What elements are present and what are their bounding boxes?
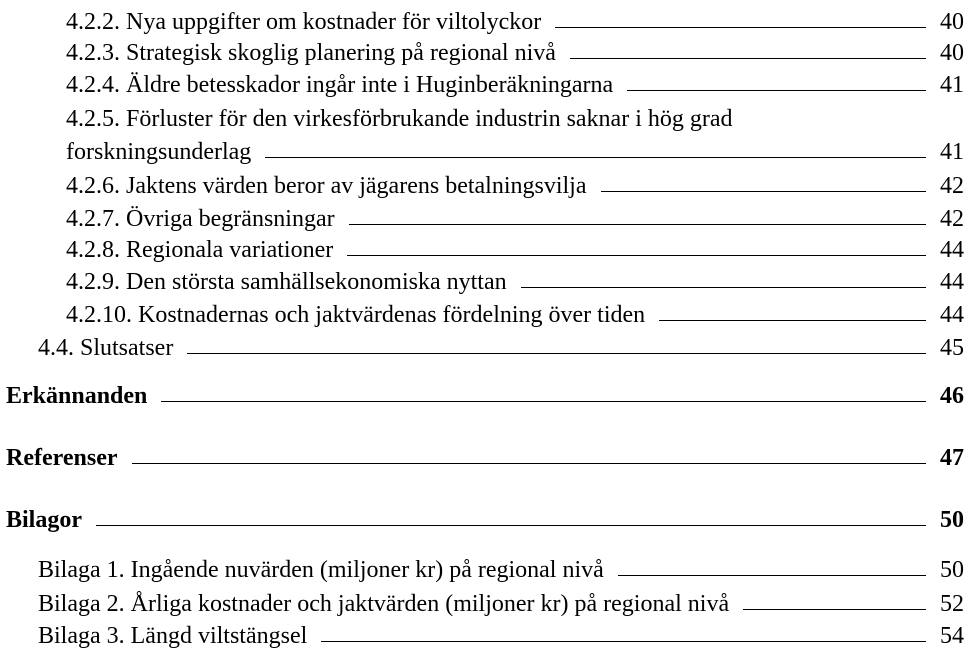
toc-entry-bilaga-2[interactable] — [38, 582, 964, 616]
toc-entry-bilagor[interactable] — [6, 498, 964, 532]
toc-entry-title: Referenser — [6, 445, 118, 471]
toc-entry-title: 4.2.9. Den största samhällsekonomiska nyttan — [66, 269, 507, 295]
dot-leader — [161, 401, 926, 402]
toc-page-number: 41 — [940, 139, 964, 165]
toc-entry-4-4[interactable] — [38, 326, 964, 360]
dot-leader — [555, 27, 926, 28]
toc-entry-erkannanden[interactable] — [6, 374, 964, 408]
toc-entry-title: 4.2.6. Jaktens värden beror av jägarens betalningsvilja — [66, 173, 587, 199]
toc-entry-4-2-5-line1[interactable] — [66, 97, 964, 131]
toc-entry-4-2-2[interactable] — [66, 0, 964, 34]
toc-entry-title: Erkännanden — [6, 383, 148, 409]
dot-leader — [132, 463, 927, 464]
toc-entry-title: 4.2.7. Övriga begränsningar — [66, 206, 335, 232]
toc-entry-title: 4.4. Slutsatser — [38, 335, 174, 361]
toc-entry-4-2-10[interactable] — [66, 293, 964, 327]
toc-entry-4-2-9[interactable] — [66, 260, 964, 294]
dot-leader — [347, 255, 926, 256]
toc-page-number: 41 — [940, 72, 964, 98]
toc-page-number: 50 — [940, 507, 964, 533]
toc-entry-title: 4.2.4. Äldre betesskador ingår inte i Huginberäkningarna — [66, 72, 614, 98]
toc-page-number: 46 — [940, 383, 964, 409]
dot-leader — [601, 191, 927, 192]
toc-page-number: 40 — [940, 40, 964, 66]
dot-leader — [521, 287, 926, 288]
toc-entry-referenser[interactable] — [6, 436, 964, 470]
toc-page-number: 44 — [940, 302, 964, 328]
toc-entry-bilaga-1[interactable] — [38, 548, 964, 582]
toc-page-number: 40 — [940, 9, 964, 35]
toc-page-number: 44 — [940, 237, 964, 263]
toc-page-number: 54 — [940, 623, 964, 649]
dot-leader — [187, 353, 926, 354]
dot-leader — [321, 641, 926, 642]
dot-leader — [618, 575, 926, 576]
toc-entry-4-2-6[interactable] — [66, 164, 964, 198]
toc-entry-4-2-3[interactable] — [66, 31, 964, 65]
toc-page-number: 44 — [940, 269, 964, 295]
dot-leader — [265, 157, 926, 158]
toc-page-number: 52 — [940, 591, 964, 617]
toc-entry-4-2-4[interactable] — [66, 63, 964, 97]
toc-entry-title: 4.2.8. Regionala variationer — [66, 237, 334, 263]
toc-page-number: 50 — [940, 557, 964, 583]
dot-leader — [659, 320, 926, 321]
toc-entry-title: Bilaga 2. Årliga kostnader och jaktvärden (miljoner kr) på regional nivå — [38, 591, 730, 617]
toc-entry-title: forskningsunderlag — [66, 139, 252, 165]
toc-entry-4-2-7[interactable] — [66, 197, 964, 231]
toc-entry-title: 4.2.3. Strategisk skoglig planering på regional nivå — [66, 40, 556, 66]
dot-leader — [570, 58, 926, 59]
toc-page-number: 42 — [940, 206, 964, 232]
toc-entry-title: 4.2.2. Nya uppgifter om kostnader för viltolyckor — [66, 9, 542, 35]
toc-entry-4-2-5-line2[interactable] — [66, 130, 964, 164]
toc-page-number: 45 — [940, 335, 964, 361]
dot-leader — [349, 224, 926, 225]
toc-page-number: 47 — [940, 445, 964, 471]
toc-entry-title: Bilaga 1. Ingående nuvärden (miljoner kr) på regional nivå — [38, 557, 604, 583]
toc-entry-title: Bilagor — [6, 507, 82, 533]
toc-entry-title: 4.2.5. Förluster för den virkesförbrukande industrin saknar i hög grad — [66, 106, 733, 132]
toc-entry-bilaga-3[interactable] — [38, 614, 964, 648]
toc-entry-title: Bilaga 3. Längd viltstängsel — [38, 623, 308, 649]
toc-page-number: 42 — [940, 173, 964, 199]
dot-leader — [743, 609, 926, 610]
dot-leader — [96, 525, 926, 526]
toc-entry-title: 4.2.10. Kostnadernas och jaktvärdenas fördelning över tiden — [66, 302, 646, 328]
dot-leader — [627, 90, 926, 91]
toc-entry-4-2-8[interactable] — [66, 228, 964, 262]
